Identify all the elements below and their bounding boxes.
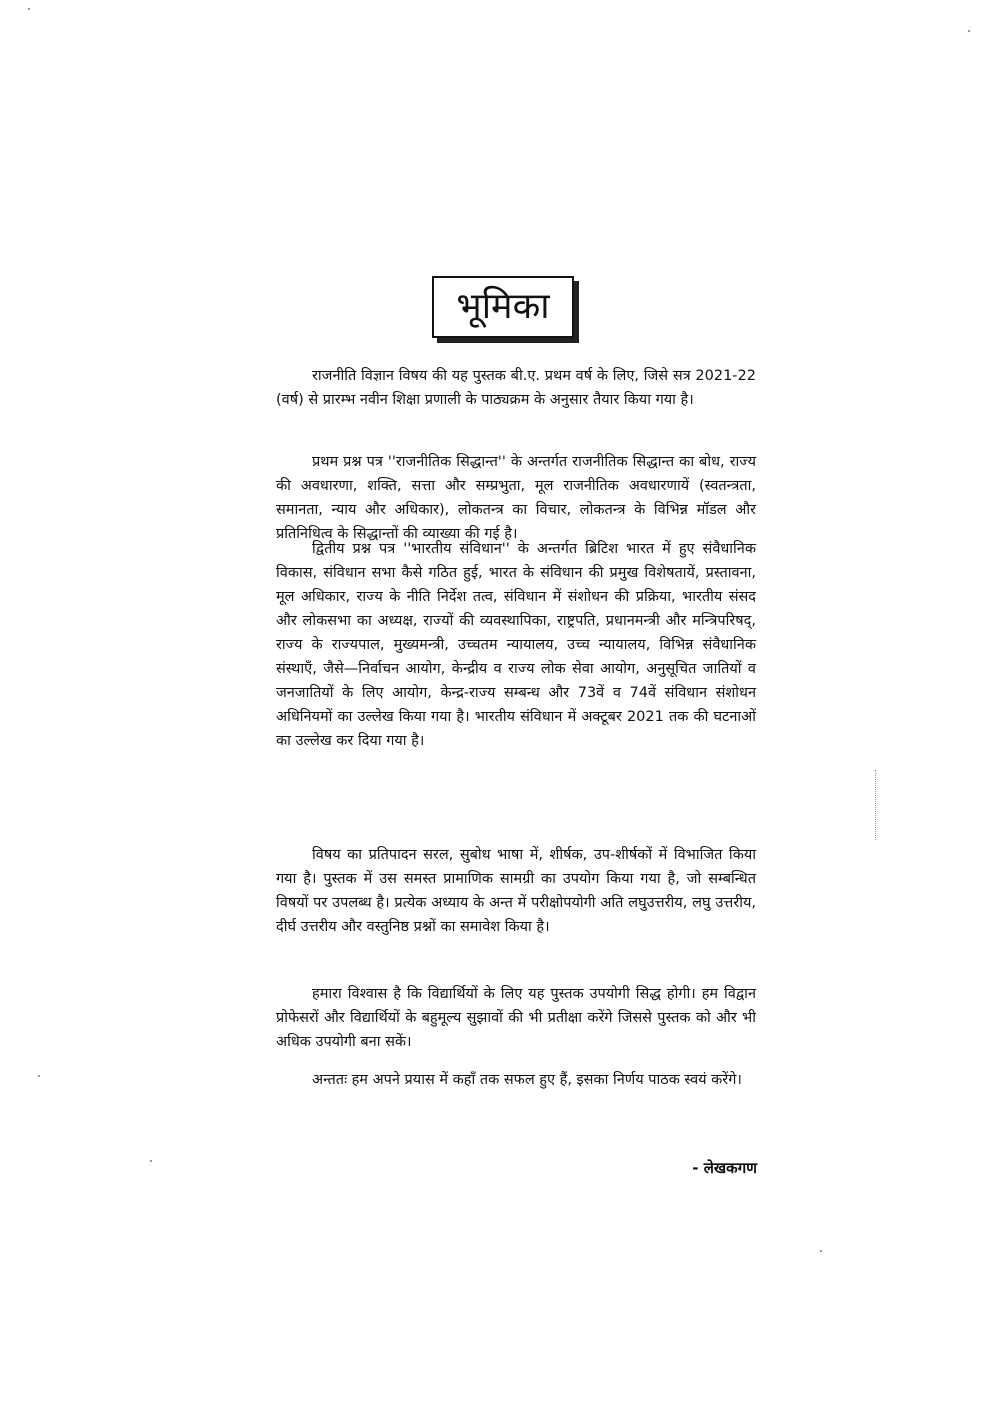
title-box bbox=[432, 276, 574, 338]
paragraph-first-paper: प्रथम प्रश्न पत्र ''राजनीतिक सिद्धान्त'' के अन्तर्गत राजनीतिक सिद्धान्त का बोध, राज्य की अवधारणा, शक्ति, सत्ता और सम्प्रभुता, मूल राजनीतिक अवधारणायें (स्वतन्त्रता, समानता, न्याय और अधिकार), लोकतन्त्र का विचार, लोकतन्त्र के विभिन्न मॉडल और प्रतिनिधित्व के सिद्धान्तों की व्याख्या की गई है। bbox=[276, 454, 756, 542]
paragraph-conclusion: अन्ततः हम अपने प्रयास में कहाँ तक सफल हुए हैं, इसका निर्णय पाठक स्वयं करेंगे। bbox=[312, 1072, 742, 1088]
paragraph-intro: राजनीति विज्ञान विषय की यह पुस्तक बी.ए. प्रथम वर्ष के लिए, जिसे सत्र 2021-22 (वर्ष) से प्रारम्भ नवीन शिक्षा प्रणाली के पाठ्यक्रम के अनुसार तैयार किया गया है। bbox=[276, 368, 756, 408]
paragraph-belief: हमारा विश्वास है कि विद्यार्थियों के लिए यह पुस्तक उपयोगी सिद्ध होगी। हम विद्वान प्रोफेसरों और विद्यार्थियों के बहुमूल्य सुझावों की भी प्रतीक्षा करेंगे जिससे पुस्तक को और भी अधिक उपयोगी बना सकें। bbox=[276, 986, 756, 1050]
scan-speck bbox=[28, 8, 30, 10]
scan-speck bbox=[38, 1075, 40, 1077]
signature: - लेखकगण bbox=[692, 1159, 757, 1177]
paragraph-second-paper: द्वितीय प्रश्न पत्र ''भारतीय संविधान'' के अन्तर्गत ब्रिटिश भारत में हुए संवैधानिक विकास, संविधान सभा कैसे गठित हुई, भारत के संविधान की प्रमुख विशेषतायें, प्रस्तावना, मूल अधिकार, राज्य के नीति निर्देश तत्व, संविधान में संशोधन की प्रक्रिया, भारतीय संसद और लोकसभा का अध्यक्ष, राज्यों की व्यवस्थापिका, राष्ट्रपति, प्रधानमन्त्री और मन्त्रिपरिषद्, राज्य के राज्यपाल, मुख्यमन्त्री, उच्चतम न्यायालय, उच्च न्यायालय, विभिन्न संवैधानिक संस्थाएँ, जैसे—निर्वाचन आयोग, केन्द्रीय व राज्य लोक सेवा आयोग, अनुसूचित जातियों व जनजातियों के लिए आयोग, केन्द्र-राज्य सम्बन्ध और 73वें व 74वें संविधान संशोधन अधिनियमों का उल्लेख किया गया है। भारतीय संविधान में अक्टूबर 2021 तक की घटनाओं का उल्लेख कर दिया गया है। bbox=[276, 541, 756, 749]
scan-artifact-line bbox=[875, 770, 877, 840]
scan-speck bbox=[820, 1250, 822, 1252]
scan-speck bbox=[968, 30, 970, 32]
scan-speck bbox=[150, 1160, 152, 1162]
page-title: भूमिका bbox=[456, 286, 550, 327]
paragraph-presentation: विषय का प्रतिपादन सरल, सुबोध भाषा में, शीर्षक, उप-शीर्षकों में विभाजित किया गया है। पुस्तक में उस समस्त प्रामाणिक सामग्री का उपयोग किया गया है, जो सम्बन्धित विषयों पर उपलब्ध है। प्रत्येक अध्याय के अन्त में परीक्षोपयोगी अति लघुउत्तरीय, लघु उत्तरीय, दीर्घ उत्तरीय और वस्तुनिष्ठ प्रश्नों का समावेश किया है। bbox=[276, 847, 756, 935]
